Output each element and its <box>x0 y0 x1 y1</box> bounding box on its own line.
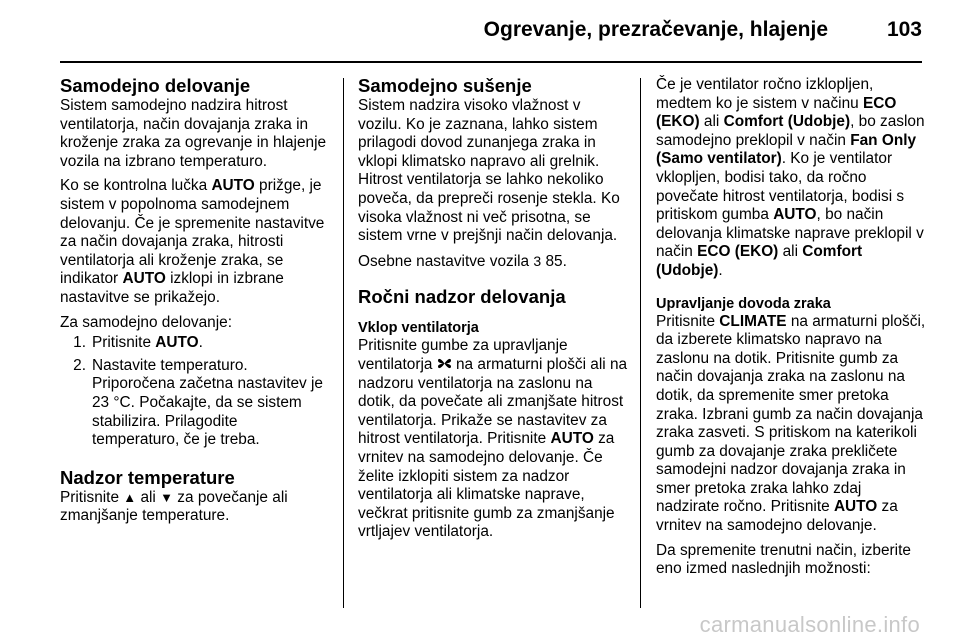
column-3 <box>656 76 926 585</box>
paragraph-personal-settings: Osebne nastavitve vozila 3 85. <box>358 252 567 270</box>
column-1 <box>60 76 328 532</box>
steps-list <box>60 334 328 450</box>
heading-auto-defog: Samodejno sušenje <box>358 75 532 96</box>
paragraph-mode-change: Da spremenite trenutni način, izberite eno izmed naslednjih možnosti: <box>656 541 911 578</box>
auto-label: AUTO <box>122 270 166 288</box>
list-item: 2. Nastavite temperaturo. Priporočena začetna nastavitev je 23 °C. Počakajte, da se sistem stabilizira. Prilagodite temperaturo, če je treba. <box>73 356 323 449</box>
fan-icon <box>437 357 452 370</box>
column-2 <box>358 76 628 548</box>
heading-fan-control: Vklop ventilatorja <box>358 320 479 337</box>
watermark: carmanualsonline.info <box>699 612 920 637</box>
auto-label: AUTO <box>773 206 817 224</box>
auto-label: AUTO <box>550 430 594 448</box>
arrow-down-icon: ▼ <box>160 489 174 505</box>
climate-label: CLIMATE <box>719 312 787 330</box>
paragraph-auto-intro: Sistem samodejno nadzira hitrost ventilatorja, način dovajanja zraka in kroženje zraka za ogrevanje in hlajenje vozila na izbrano temperaturo. <box>60 97 327 170</box>
auto-label: AUTO <box>211 177 255 195</box>
paragraph-steps-intro: Za samodejno delovanje: <box>60 313 232 331</box>
auto-label: AUTO <box>155 334 199 352</box>
paragraph-temperature: Pritisnite ▲ ali ▼ za povečanje ali zmanjšanje temperature. <box>60 488 288 525</box>
page-header-title: Ogrevanje, prezračevanje, hlajenje <box>483 18 828 41</box>
column-divider-2 <box>640 78 641 608</box>
paragraph-auto-lamp: Ko se kontrolna lučka AUTO prižge, je sistem v popolnoma samodejnem delovanju. Če je spremenite nastavitve za način dovajanja zraka, hitrosti ventilatorja ali kroženje zraka, se indikator AUTO izklopi in izbrane nastavitve se prikažejo. <box>60 177 325 306</box>
paragraph-air-delivery: Pritisnite CLIMATE na armaturni plošči, da izberete klimatsko napravo na zaslonu na dotik. Pritisnite gumb za način dovajanja zraka na zaslonu na dotik, da spremenite smer pretoka zraka. Izbrani gumb za način dovajanja zraka zasveti. S pritiskom na katerikoli gumb za dovajanje zraka prekličete samodejni nadzor dovajanja zraka in smer pretoka zraka lahko zdaj nadzirate ročno. Pritisnite AUTO za vrnitev na samodejno delovanje. <box>656 312 926 535</box>
page-reference-icon: 3 <box>533 252 542 269</box>
column-divider-1 <box>343 78 344 608</box>
heading-automatic-operation: Samodejno delovanje <box>60 75 251 96</box>
page-number: 103 <box>886 18 922 41</box>
header-rule <box>60 61 922 63</box>
arrow-up-icon: ▲ <box>123 489 137 505</box>
heading-temperature-control: Nadzor temperature <box>60 466 235 488</box>
paragraph-auto-defog: Sistem nadzira visoko vlažnost v vozilu. Ko je zaznana, lahko sistem prilagodi dovod zunanjega zraka in vklopi klimatsko napravo ali grelnik. Hitrost ventilatorja se lahko nekoliko poveča, da prepreči rosenje stekla. Ko visoka vlažnost ni več prisotna, se sistem vrne v prejšnji način delovanja. <box>358 97 620 245</box>
paragraph-fan-mode: Če je ventilator ročno izklopljen, medtem ko je sistem v načinu ECO (EKO) ali Comfort (Udobje), bo zaslon samodejno preklopil v način Fan Only (Samo ventilator). Ko je ventilator vklopljen, bodisi tako, da ročno povečate hitrost ventilatorja, bodisi s pritiskom gumba AUTO, bo način delovanja klimatske naprave preklopil v način ECO (EKO) ali Comfort (Udobje). <box>656 76 925 279</box>
auto-label: AUTO <box>833 498 878 516</box>
heading-manual-operation: Ročni nadzor delovanja <box>358 286 566 308</box>
list-item: 1. Pritisnite AUTO. <box>73 334 203 352</box>
heading-air-delivery: Upravljanje dovoda zraka <box>656 295 831 312</box>
paragraph-fan-control: Pritisnite gumbe za upravljanje ventilatorja na armaturni plošči ali na nadzoru ventilatorja na zaslonu na dotik, da povečate ali zmanjšate hitrost ventilatorja. Prikaže se nastavitev za hitrost ventilatorja. Pritisnite AUTO za vrnitev na samodejno delovanje. Če želite izklopiti sistem za nadzor ventilatorja ali klimatske naprave, večkrat pritisnite gumb za zmanjšanje vrtljajev ventilatorja. <box>358 337 628 541</box>
